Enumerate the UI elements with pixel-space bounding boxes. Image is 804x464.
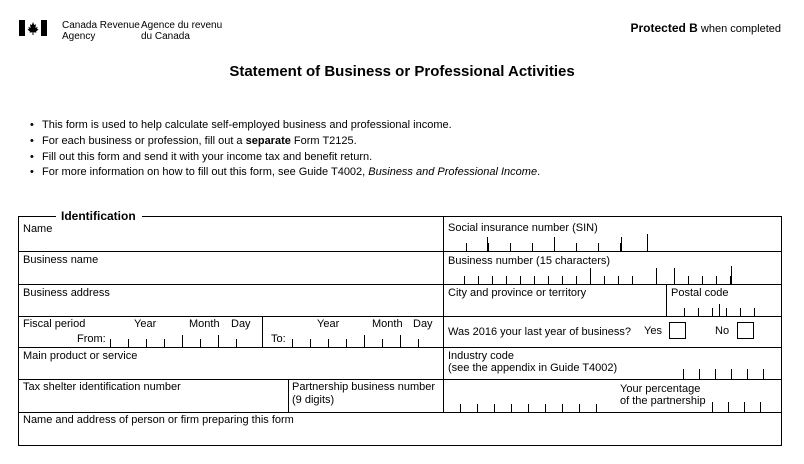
separator-tick	[488, 243, 489, 251]
from-day-label: Day	[231, 318, 251, 330]
separator-tick	[576, 276, 577, 284]
agency-name-en: Canada Revenue Agency	[62, 20, 140, 42]
separator-tick	[532, 243, 533, 251]
separator-tick	[328, 339, 329, 347]
separator-tick	[688, 276, 689, 284]
separator-tick	[699, 369, 700, 379]
separator-tick	[731, 266, 732, 284]
separator-tick	[674, 268, 675, 284]
protected-notice: Protected B when completed	[630, 21, 781, 35]
separator-tick	[579, 404, 580, 412]
separator-tick	[477, 404, 478, 412]
main-product-field[interactable]	[20, 363, 440, 378]
separator-tick	[487, 237, 488, 251]
separator-tick	[506, 276, 507, 284]
separator-tick	[728, 402, 729, 412]
business-address-label: Business address	[23, 287, 110, 299]
separator-tick	[292, 339, 293, 347]
separator-tick	[310, 339, 311, 347]
separator-tick	[712, 402, 713, 412]
separator-tick	[632, 276, 633, 284]
separator-tick	[128, 339, 129, 347]
postal-code-label: Postal code	[671, 287, 729, 299]
separator-tick	[364, 335, 365, 347]
separator-tick	[382, 339, 383, 347]
from-year-label: Year	[134, 318, 157, 330]
separator-tick	[164, 339, 165, 347]
separator-tick	[744, 402, 745, 412]
separator-tick	[200, 339, 201, 347]
to-day-label: Day	[413, 318, 433, 330]
industry-code-field[interactable]	[672, 365, 772, 379]
separator-tick	[218, 335, 219, 347]
separator-tick	[740, 308, 741, 316]
to-month-label: Month	[372, 318, 403, 330]
separator-tick	[110, 339, 111, 347]
to-label: To:	[271, 333, 286, 345]
separator-tick	[548, 276, 549, 284]
business-name-label: Business name	[23, 254, 99, 266]
yes-checkbox[interactable]	[669, 322, 686, 339]
separator-tick	[576, 243, 577, 251]
no-checkbox[interactable]	[737, 322, 754, 339]
sin-label: Social insurance number (SIN)	[448, 222, 598, 234]
percentage-label-line2: of the partnership	[620, 395, 706, 407]
to-year-label: Year	[317, 318, 340, 330]
separator-tick	[621, 237, 622, 251]
separator-tick	[715, 369, 716, 379]
separator-tick	[747, 369, 748, 379]
percentage-label: Your percentage	[620, 383, 701, 395]
separator-tick	[554, 237, 555, 251]
sin-field[interactable]	[448, 234, 658, 251]
partnership-bn-note: (9 digits)	[292, 394, 335, 406]
business-number-label: Business number (15 characters)	[448, 255, 611, 267]
separator-tick	[656, 268, 657, 284]
separator-tick	[511, 404, 512, 412]
separator-tick	[726, 308, 727, 316]
separator-tick	[520, 276, 521, 284]
separator-tick	[702, 276, 703, 284]
postal-code-field[interactable]	[672, 300, 772, 316]
separator-tick	[236, 339, 237, 347]
separator-tick	[716, 276, 717, 284]
separator-tick	[418, 339, 419, 347]
separator-tick	[545, 404, 546, 412]
industry-code-label: Industry code	[448, 350, 515, 362]
from-label: From:	[77, 333, 106, 345]
section-title: Identification	[61, 209, 136, 223]
separator-tick	[684, 308, 685, 316]
separator-tick	[492, 276, 493, 284]
separator-tick	[528, 404, 529, 412]
separator-tick	[494, 404, 495, 412]
separator-tick	[763, 369, 764, 379]
partnership-bn-label: Partnership business number	[292, 381, 436, 393]
instructions-list	[30, 118, 540, 181]
preparer-label: Name and address of person or firm preparing this form	[23, 414, 294, 426]
separator-tick	[182, 335, 183, 347]
separator-tick	[466, 243, 467, 251]
separator-tick	[598, 243, 599, 251]
city-province-label: City and province or territory	[448, 287, 587, 299]
business-number-field[interactable]	[448, 266, 748, 284]
city-province-field[interactable]	[446, 300, 664, 315]
percentage-field[interactable]	[708, 398, 774, 412]
separator-tick	[712, 308, 713, 316]
separator-tick	[478, 276, 479, 284]
preparer-field[interactable]	[20, 427, 780, 444]
last-year-question: Was 2016 your last year of business?	[448, 326, 632, 338]
instruction-item: • This form is used to help calculate self-employed business and professional income.	[30, 118, 540, 134]
business-address-field[interactable]	[20, 300, 440, 315]
canada-flag-logo	[19, 20, 47, 36]
separator-tick	[562, 276, 563, 284]
separator-tick	[400, 335, 401, 347]
separator-tick	[146, 339, 147, 347]
separator-tick	[562, 404, 563, 412]
separator-tick	[510, 243, 511, 251]
separator-tick	[698, 308, 699, 316]
fiscal-period-label: Fiscal period	[23, 318, 86, 330]
separator-tick	[534, 276, 535, 284]
separator-tick	[604, 276, 605, 284]
industry-code-note: (see the appendix in Guide T4002)	[448, 362, 618, 374]
separator-tick	[760, 402, 761, 412]
business-name-field[interactable]	[20, 267, 440, 283]
tax-shelter-label: Tax shelter identification number	[23, 381, 181, 393]
separator-tick	[460, 404, 461, 412]
name-field[interactable]	[20, 236, 440, 250]
separator-tick	[719, 304, 720, 316]
main-product-label: Main product or service	[23, 350, 138, 362]
separator-tick	[464, 276, 465, 284]
separator-tick	[647, 234, 648, 251]
page-title: Statement of Business or Professional Activities	[229, 63, 575, 80]
agency-name-fr: Agence du revenu du Canada	[141, 20, 223, 42]
fiscal-from-date-field[interactable]	[108, 331, 260, 347]
yes-label: Yes	[644, 325, 662, 337]
name-label: Name	[23, 223, 53, 235]
separator-tick	[618, 276, 619, 284]
separator-tick	[346, 339, 347, 347]
separator-tick	[590, 268, 591, 284]
separator-tick	[596, 404, 597, 412]
tax-shelter-field[interactable]	[20, 394, 286, 411]
separator-tick	[683, 369, 684, 379]
separator-tick	[754, 308, 755, 316]
no-label: No	[715, 325, 730, 337]
instruction-item: • Fill out this form and send it with your income tax and benefit return.	[30, 150, 540, 166]
separator-tick	[731, 369, 732, 379]
instruction-item: • For more information on how to fill out this form, see Guide T4002, Business and Professional Income.	[30, 165, 540, 181]
instruction-item: • For each business or profession, fill out a separate Form T2125.	[30, 134, 540, 150]
from-month-label: Month	[189, 318, 220, 330]
